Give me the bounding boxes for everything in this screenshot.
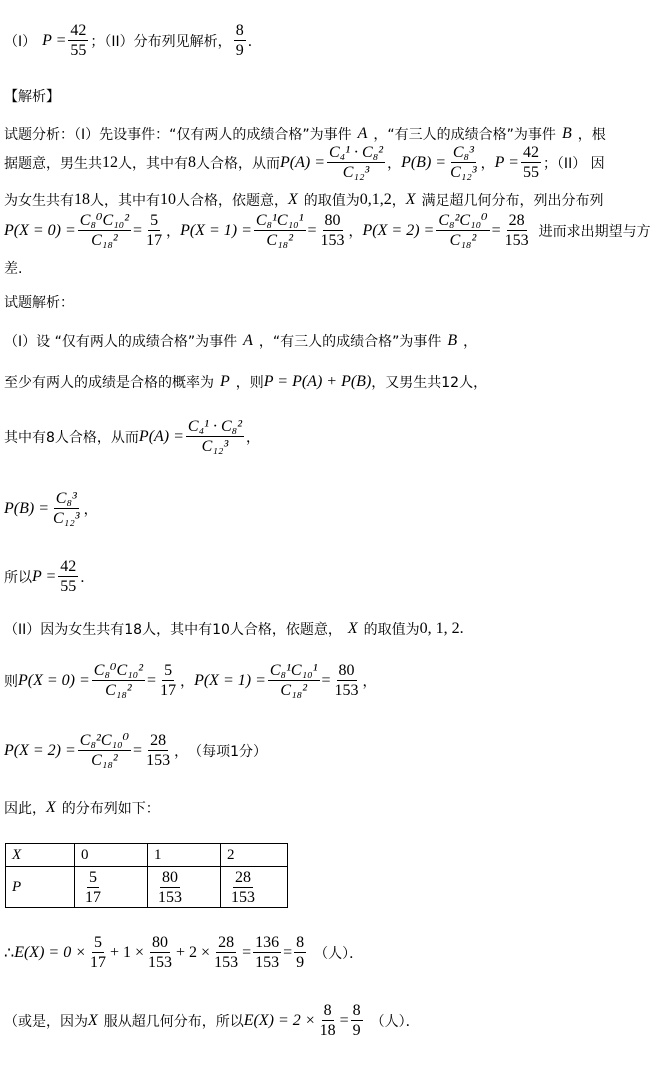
p-fraction: $\frac{42}{55}$ — [522, 144, 539, 181]
answer-line: （I） P = $\frac{42}{55}$ ；（II）分布列见解析， $\frac{8}{9}$ ． — [4, 22, 262, 59]
analysis-line-4: P(X = 0) = $\frac{\text{C₈⁰C₁₀²}}{\text{C₁₈²}}$ = $\frac{5}{17}$ ， P(X = 1) = $\frac{\text{C₈¹C₁₀¹}}{\text{C₁₈²}}$ = $\frac{80}{153}$ ， P(X = 2) = $\frac{\text{C₈²C₁₀⁰}}{\text{C₁₈²}}$ = $\frac{28}{153}$ 进而求出期望与方 — [4, 212, 651, 249]
solution-line-6: （II）因为女生共有18人，其中有10人合格，依题意， X 的取值为 0, 1, 2. — [4, 620, 464, 638]
solution-line-7: 则 P(X = 0) = $\frac{\text{C₈⁰C₁₀²}}{\text{C₁₈²}}$ = $\frac{5}{17}$ ， P(X = 1) = $\frac{\text{C₈¹C₁₀¹}}{\text{C₁₈²}}$ = $\frac{80}{153}$ ， — [4, 662, 377, 699]
pB-fraction: $\frac{\text{C₈³}}{\text{C₁₂³}}$ — [450, 144, 477, 181]
table-cell: $\frac{80}{153}$ — [148, 867, 221, 908]
table-cell: $\frac{28}{153}$ — [221, 867, 288, 908]
distribution-table — [5, 843, 288, 908]
table-cell: 0 — [75, 844, 148, 867]
pA-fraction: $\frac{\text{C₄¹ · C₈²}}{\text{C₁₂³}}$ — [329, 144, 384, 181]
analysis-line-2: 据题意，男生共 12 人，其中有 8 人合格，从而 P(A) = $\frac{\text{C₄¹ · C₈²}}{\text{C₁₂³}}$ ， P(B) = $\frac{\text{C₈³}}{\text{C₁₂³}}$ ， P = $\frac{42}{55}$ ；（II） 因 — [4, 144, 605, 181]
table-header-row — [6, 844, 288, 867]
part-label: （I） — [4, 33, 37, 50]
expectation-line: ∴ E(X) = 0 × $\frac{5}{17}$ + 1 × $\frac{80}{153}$ + 2 × $\frac{28}{153}$ = $\frac{136}{153}$ = $\frac{8}{9}$ （人）． — [4, 934, 364, 971]
answer-separator: ；（II）分布列见解析， — [90, 33, 232, 50]
solution-title: 试题解析： — [4, 295, 74, 311]
analysis-line-3: 为女生共有 18 人，其中有 10 人合格，依题意， X 的取值为 0,1,2 ， X 满足超几何分布，列出分布列 — [4, 191, 604, 209]
analysis-line-5: 差. — [4, 261, 23, 277]
solution-line-2: 至少有两人的成绩是合格的概率为 P ，则 P = P(A) + P(B) ，又男生共12人， — [4, 373, 488, 391]
solution-line-1: （I）设 “仅有两人的成绩合格”为事件 A ，“有三人的成绩合格”为事件 B ， — [4, 332, 478, 350]
alternative-line: （或是，因为 X 服从超几何分布，所以 E(X) = 2 × $\frac{8}{18}$ = $\frac{8}{9}$ （人）． — [4, 1002, 420, 1039]
table-cell: X — [6, 844, 75, 867]
table-cell: $\frac{5}{17}$ — [75, 867, 148, 908]
ex-answer-fraction: $\frac{8}{9}$ — [235, 22, 244, 59]
table-cell: 1 — [148, 844, 221, 867]
solution-line-9: 因此， X 的分布列如下： — [4, 799, 160, 817]
table-cell: 2 — [221, 844, 288, 867]
solution-line-8: P(X = 2) = $\frac{\text{C₈²C₁₀⁰}}{\text{C₁₈²}}$ = $\frac{28}{153}$ ， （每项1分） — [4, 732, 267, 769]
table-row — [6, 867, 288, 908]
p-answer-fraction: $\frac{42}{55}$ — [70, 22, 87, 59]
table-cell: P — [6, 867, 75, 908]
solution-line-5: 所以 P = $\frac{42}{55}$ ． — [4, 558, 95, 595]
solution-line-3: 其中有8人合格，从而 P(A) = $\frac{\text{C₄¹ · C₈²}}{\text{C₁₂³}}$ ， — [4, 418, 260, 455]
section-title: 【解析】 — [4, 89, 60, 105]
analysis-line-1: 试题分析：（I）先设事件：“仅有两人的成绩合格”为事件 A ，“有三人的成绩合格”为事件 B ，根 — [4, 125, 606, 143]
solution-line-4: P(B) = $\frac{\text{C₈³}}{\text{C₁₂³}}$ ， — [4, 490, 98, 527]
p-equals: P = — [42, 31, 67, 49]
